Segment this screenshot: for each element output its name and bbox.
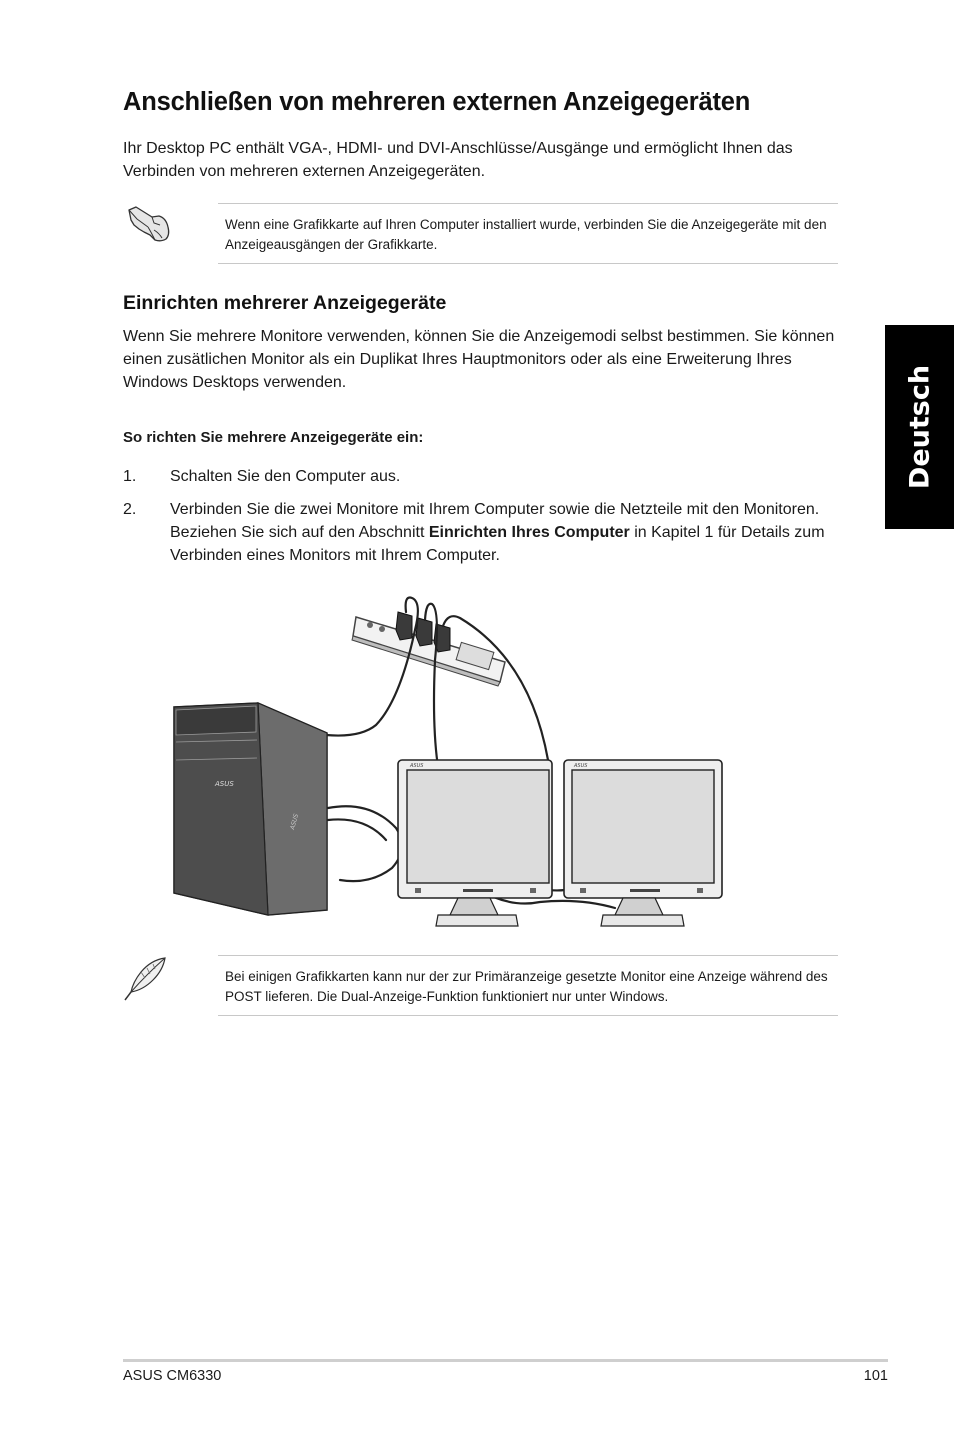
step-text: Verbinden Sie die zwei Monitore mit Ihrem Computer sowie die Netzteile mit den Monitoren. Beziehen Sie sich auf den Abschnitt Einrichten Ihres Computer in Kapitel 1 für Details zum Verbinden eines Monitors mit Ihrem Computer. <box>170 501 825 564</box>
page-title: Anschließen von mehreren externen Anzeigegeräten <box>123 88 751 116</box>
svg-text:ASUS: ASUS <box>289 813 301 831</box>
desktop-tower <box>174 703 327 915</box>
step-number: 1. <box>123 468 137 485</box>
section-title: Einrichten mehrerer Anzeigegeräte <box>123 292 447 314</box>
page-number: 101 <box>863 1368 888 1384</box>
brand-mark: ASUS <box>215 780 234 788</box>
svg-text:ASUS: ASUS <box>410 763 424 769</box>
hand-pointing-icon <box>126 205 172 248</box>
feather-pen-icon <box>121 956 169 1007</box>
steps-heading: So richten Sie mehrere Anzeigegeräte ein: <box>123 429 424 446</box>
footer-divider <box>123 1359 888 1362</box>
monitor-primary <box>398 760 552 926</box>
note-text: Wenn eine Grafikkarte auf Ihren Computer installiert wurde, verbinden Sie die Anzeigegeräte mit den Anzeigeausgängen der Grafikkarte. <box>225 217 827 252</box>
footer-product: ASUS CM6330 <box>123 1368 222 1384</box>
monitor-secondary <box>564 760 722 926</box>
svg-text:ASUS: ASUS <box>574 763 588 769</box>
section-paragraph: Wenn Sie mehrere Monitore verwenden, können Sie die Anzeigemodi selbst bestimmen. Sie können einen zusätlichen Monitor als ein Duplikat Ihres Hauptmonitors oder als eine Erweiterung Ihres Windows Desktops verwenden. <box>123 328 835 391</box>
connection-illustration <box>160 590 730 940</box>
chapter-reference: Einrichten Ihres Computer <box>428 524 630 541</box>
language-tab: Deutsch <box>885 325 954 529</box>
step-number: 2. <box>123 501 137 518</box>
note-post-display <box>218 955 838 1016</box>
intro-paragraph: Ihr Desktop PC enthält VGA-, HDMI- und DVI-Anschlüsse/Ausgänge und ermöglicht Ihnen das Verbinden von mehreren externen Anzeigegeräten. <box>123 140 793 180</box>
note-text: Bei einigen Grafikkarten kann nur der zur Primäranzeige gesetzte Monitor eine Anzeige während des POST lieferen. Die Dual-Anzeige-Funktion funktioniert nur unter Windows. <box>225 969 828 1004</box>
step-text: Schalten Sie den Computer aus. <box>170 468 401 485</box>
note-graphics-card <box>218 203 838 264</box>
